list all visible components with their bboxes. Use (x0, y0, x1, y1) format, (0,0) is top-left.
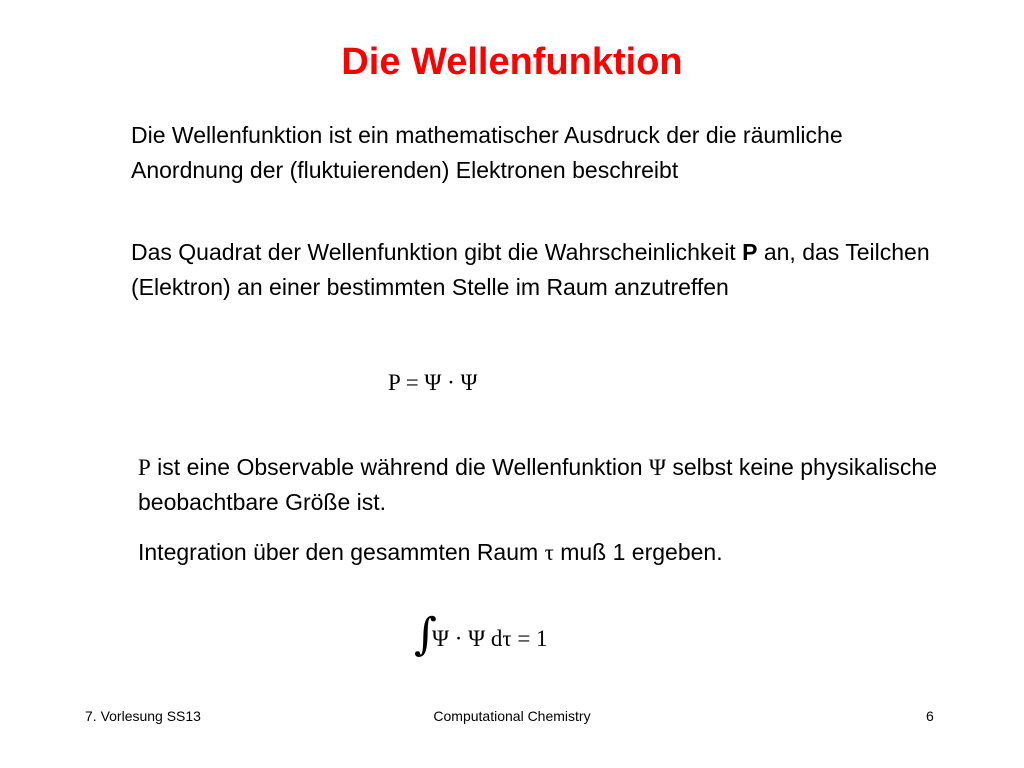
observable-text-rest: selbst keine physikalische beobachtbare Größe ist. (138, 454, 938, 515)
footer-page-number: 6 (926, 708, 934, 724)
slide-title: Die Wellenfunktion (341, 41, 683, 83)
definition-paragraph: Die Wellenfunktion ist ein mathematischer Ausdruck der die räumliche Anordnung der (fluktuierenden) Elektronen beschreibt (131, 122, 843, 183)
observable-paragraph (138, 450, 958, 520)
probability-paragraph (131, 235, 931, 305)
integration-symbol-tau: τ (544, 540, 554, 565)
observable-symbol-p: P (138, 455, 151, 480)
probability-symbol: P (742, 239, 758, 265)
integral-body: Ψ · Ψ dτ = 1 (432, 626, 548, 651)
footer-course: Computational Chemistry (433, 708, 591, 724)
probability-formula: P = Ψ · Ψ (388, 370, 478, 395)
probability-text: Das Quadrat der Wellenfunktion gibt die Wahrscheinlichkeit (131, 239, 743, 265)
observable-text: ist eine Observable während die Wellenfunktion (150, 454, 649, 480)
probability-text-rest: an, das Teilchen (Elektron) an einer bestimmten Stelle im Raum anzutreffen (131, 239, 930, 300)
integration-paragraph (138, 535, 958, 570)
integration-text: Integration über den gesammten Raum (138, 539, 545, 565)
integration-text-rest: muß 1 ergeben. (553, 539, 723, 565)
observable-symbol-psi: Ψ (649, 455, 666, 480)
footer-lecture: 7. Vorlesung SS13 (85, 708, 201, 724)
integral-sign: ∫ (414, 609, 437, 660)
